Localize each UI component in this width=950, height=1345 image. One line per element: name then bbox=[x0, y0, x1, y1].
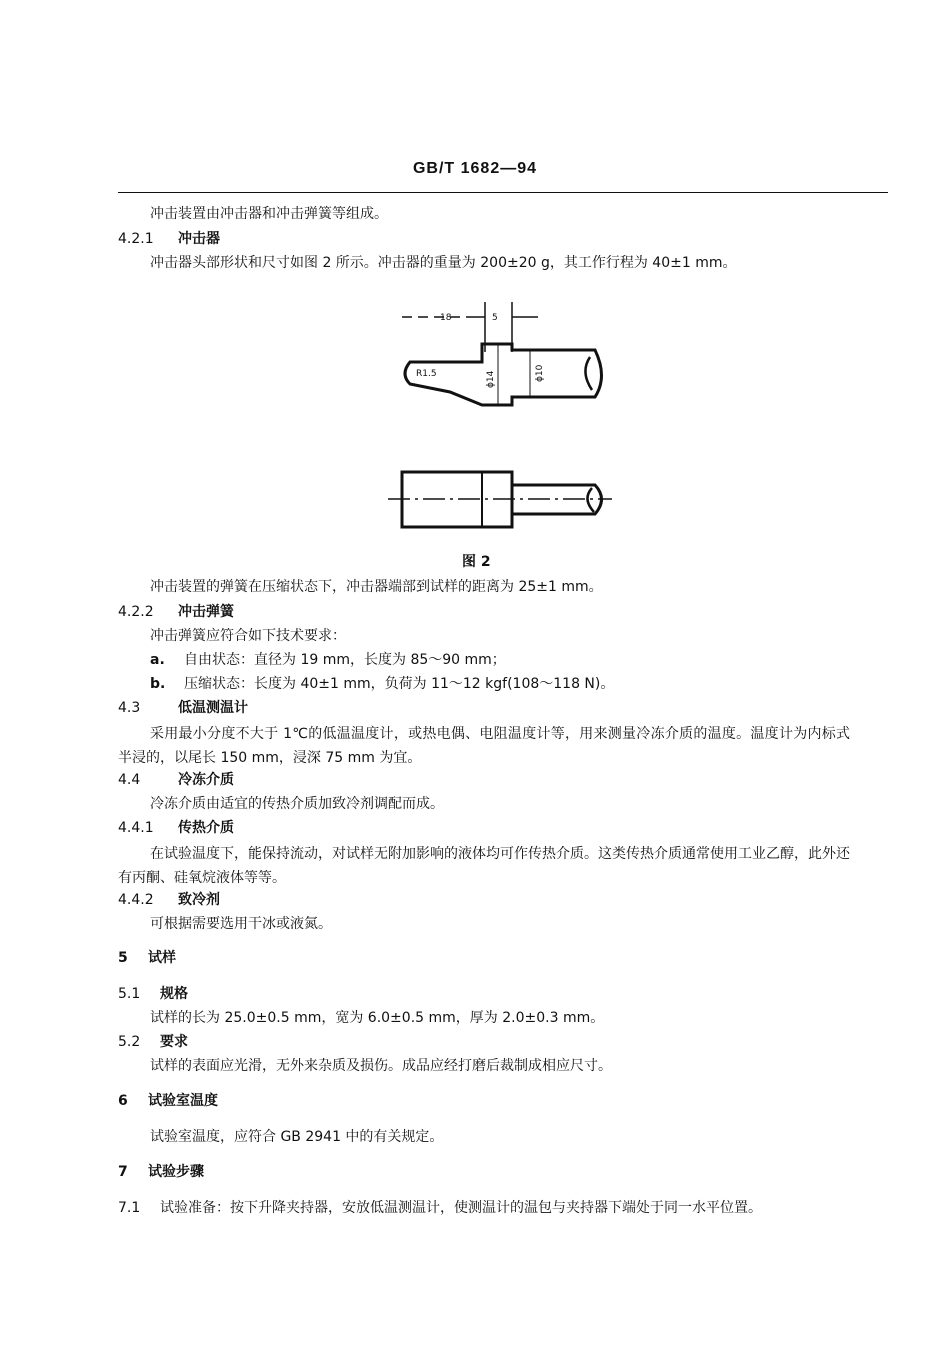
section-title: 冲击弹簧 bbox=[178, 604, 234, 620]
section-title: 规格 bbox=[160, 986, 188, 1002]
section-number: 4.4.2 bbox=[118, 892, 154, 908]
section-4-2-2 bbox=[118, 603, 234, 621]
section-number: 4.2.2 bbox=[118, 604, 154, 620]
list-text: 压缩状态：长度为 40±1 mm，负荷为 11～12 kgf(108～118 N)。 bbox=[184, 676, 615, 692]
paragraph-room: 试验室温度，应符合 GB 2941 中的有关规定。 bbox=[150, 1129, 444, 1145]
section-title: 试样 bbox=[148, 950, 176, 966]
section-title: 传热介质 bbox=[178, 820, 234, 836]
header-rule bbox=[118, 192, 888, 193]
section-number: 5.2 bbox=[118, 1034, 141, 1050]
section-text: 试验准备：按下升降夹持器，安放低温测温计，使测温计的温包与夹持器下端处于同一水平位置。 bbox=[160, 1200, 762, 1216]
paragraph-head: 冲击器头部形状和尺寸如图 2 所示。冲击器的重量为 200±20 g，其工作行程为 40±1 mm。 bbox=[150, 255, 737, 271]
list-item-b bbox=[150, 675, 614, 693]
section-number: 4.4 bbox=[118, 772, 141, 788]
section-title: 冲击器 bbox=[178, 231, 220, 247]
section-number: 7 bbox=[118, 1164, 128, 1180]
dim-18-label: 18 bbox=[440, 313, 452, 323]
section-title: 低温测温计 bbox=[178, 700, 248, 716]
section-4-2-1 bbox=[118, 230, 220, 248]
paragraph-spring: 冲击装置的弹簧在压缩状态下，冲击器端部到试样的距离为 25±1 mm。 bbox=[150, 579, 603, 595]
section-number: 5 bbox=[118, 950, 128, 966]
section-title: 试验步骤 bbox=[148, 1164, 204, 1180]
section-4-4 bbox=[118, 771, 234, 789]
section-7-1 bbox=[118, 1199, 762, 1217]
section-number: 4.2.1 bbox=[118, 231, 154, 247]
radius-label: R1.5 bbox=[416, 369, 437, 379]
section-number: 7.1 bbox=[118, 1200, 141, 1216]
dim-5-label: 5 bbox=[492, 313, 498, 323]
paragraph-spring-req: 冲击弹簧应符合如下技术要求： bbox=[150, 628, 346, 644]
section-title: 致冷剂 bbox=[178, 892, 220, 908]
list-item-a bbox=[150, 651, 506, 669]
section-number: 4.3 bbox=[118, 700, 141, 716]
paragraph-device: 冲击装置由冲击器和冲击弹簧等组成。 bbox=[150, 206, 388, 222]
paragraph-heat: 在试验温度下，能保持流动，对试样无附加影响的液体均可作传热介质。这类传热介质通常使用工业乙醇，此外还有丙酮、硅氧烷液体等等。 bbox=[118, 846, 850, 886]
list-letter: a. bbox=[150, 652, 165, 668]
section-title: 冷冻介质 bbox=[178, 772, 234, 788]
section-4-4-2 bbox=[118, 891, 220, 909]
figure-caption: 图 2 bbox=[462, 554, 491, 570]
list-letter: b. bbox=[150, 676, 166, 692]
diameter-10-label: ϕ10 bbox=[535, 364, 545, 382]
paragraph-req: 试样的表面应光滑，无外来杂质及损伤。成品应经打磨后裁制成相应尺寸。 bbox=[150, 1058, 612, 1074]
diameter-14-label: ϕ14 bbox=[486, 370, 496, 388]
section-4-3 bbox=[118, 699, 248, 717]
paragraph-thermometer: 采用最小分度不大于 1℃的低温温度计，或热电偶、电阻温度计等，用来测量冷冻介质的温度。温度计为内标式半浸的，以尾长 150 mm，浸深 75 mm 为宜。 bbox=[118, 726, 850, 766]
list-text: 自由状态：直径为 19 mm，长度为 85～90 mm； bbox=[184, 652, 506, 668]
section-number: 6 bbox=[118, 1093, 128, 1109]
section-title: 试验室温度 bbox=[148, 1093, 218, 1109]
section-6 bbox=[118, 1092, 218, 1110]
paragraph-coolant: 可根据需要选用干冰或液氮。 bbox=[150, 916, 332, 932]
page-header: GB/T 1682—94 bbox=[412, 160, 538, 177]
section-number: 4.4.1 bbox=[118, 820, 154, 836]
section-5-1 bbox=[118, 985, 188, 1003]
section-4-4-1 bbox=[118, 819, 234, 837]
section-title: 要求 bbox=[160, 1034, 188, 1050]
figure-2-drawing bbox=[380, 292, 620, 542]
section-5 bbox=[118, 949, 176, 967]
section-number: 5.1 bbox=[118, 986, 141, 1002]
paragraph-freeze: 冷冻介质由适宜的传热介质加致冷剂调配而成。 bbox=[150, 796, 444, 812]
section-7 bbox=[118, 1163, 204, 1181]
paragraph-spec: 试样的长为 25.0±0.5 mm，宽为 6.0±0.5 mm，厚为 2.0±0.3 mm。 bbox=[150, 1010, 605, 1026]
section-5-2 bbox=[118, 1033, 188, 1051]
